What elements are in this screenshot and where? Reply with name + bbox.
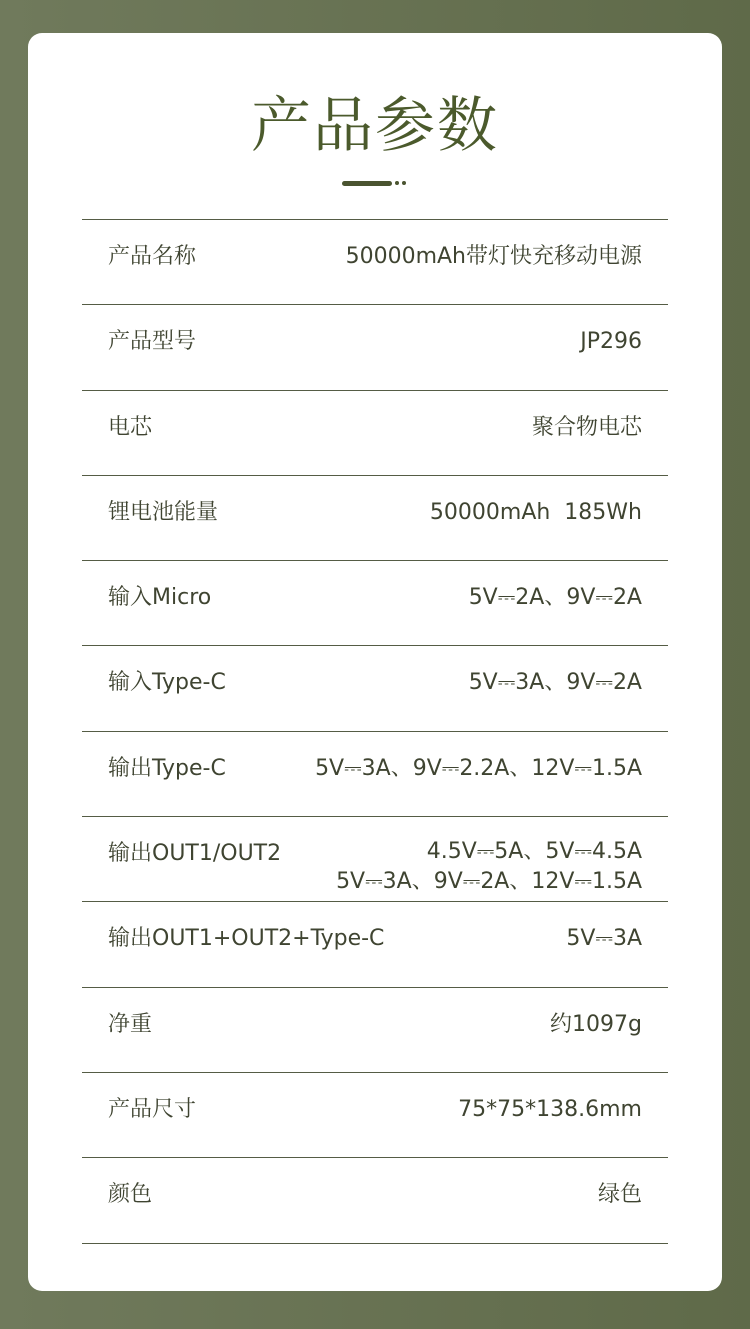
spec-label: 输入Micro — [108, 585, 212, 611]
spec-value: 绿色 — [597, 1182, 642, 1208]
spec-value: JP296 — [580, 329, 642, 355]
spec-label: 输出OUT1+OUT2+Type-C — [108, 926, 385, 952]
spec-value: 聚合物电芯 — [531, 414, 642, 440]
spec-row-product-name — [82, 219, 668, 304]
spec-row-cell — [82, 390, 668, 475]
page-title: 产品参数 — [251, 91, 499, 161]
spec-value-line-1: 4.5V⎓5A、5V⎓4.5A — [426, 839, 642, 865]
spec-label: 净重 — [108, 1011, 153, 1037]
spec-value: 约1097g — [550, 1011, 642, 1037]
spec-value-group — [336, 837, 642, 897]
spec-row-energy — [82, 475, 668, 560]
spec-row-output-out1-out2 — [82, 816, 668, 901]
spec-value: 75*75*138.6mm — [458, 1096, 642, 1122]
divider-dot — [402, 181, 406, 185]
spec-row-net-weight — [82, 987, 668, 1072]
spec-value-line-2: 5V⎓3A、9V⎓2A、12V⎓1.5A — [336, 869, 642, 895]
divider-bar — [342, 181, 392, 186]
spec-value: 5V⎓3A — [566, 926, 642, 952]
spec-label: 产品尺寸 — [108, 1096, 197, 1122]
spec-label: 产品型号 — [108, 329, 197, 355]
spec-row-color — [82, 1157, 668, 1243]
spec-label: 电芯 — [108, 414, 153, 440]
divider-dot — [395, 181, 399, 185]
title-divider — [342, 180, 406, 186]
spec-value: 5V⎓3A、9V⎓2A — [468, 670, 642, 696]
spec-label: 输出Type-C — [108, 755, 226, 781]
spec-value: 5V⎓3A、9V⎓2.2A、12V⎓1.5A — [315, 755, 642, 781]
spec-row-output-combined — [82, 901, 668, 986]
spec-label: 锂电池能量 — [108, 499, 219, 525]
spec-value: 5V⎓2A、9V⎓2A — [468, 585, 642, 611]
spec-label: 输入Type-C — [108, 670, 226, 696]
spec-row-output-typec — [82, 731, 668, 816]
spec-value: 50000mAh 185Wh — [429, 499, 642, 525]
spec-row-input-micro — [82, 560, 668, 645]
spec-label: 颜色 — [108, 1182, 153, 1208]
spec-table — [82, 219, 668, 1244]
spec-label: 产品名称 — [108, 244, 197, 269]
spec-row-dimensions — [82, 1072, 668, 1157]
spec-value: 50000mAh带灯快充移动电源 — [345, 244, 642, 269]
spec-row-model — [82, 304, 668, 389]
spec-row-input-typec — [82, 645, 668, 730]
spec-label: 输出OUT1/OUT2 — [108, 841, 282, 867]
